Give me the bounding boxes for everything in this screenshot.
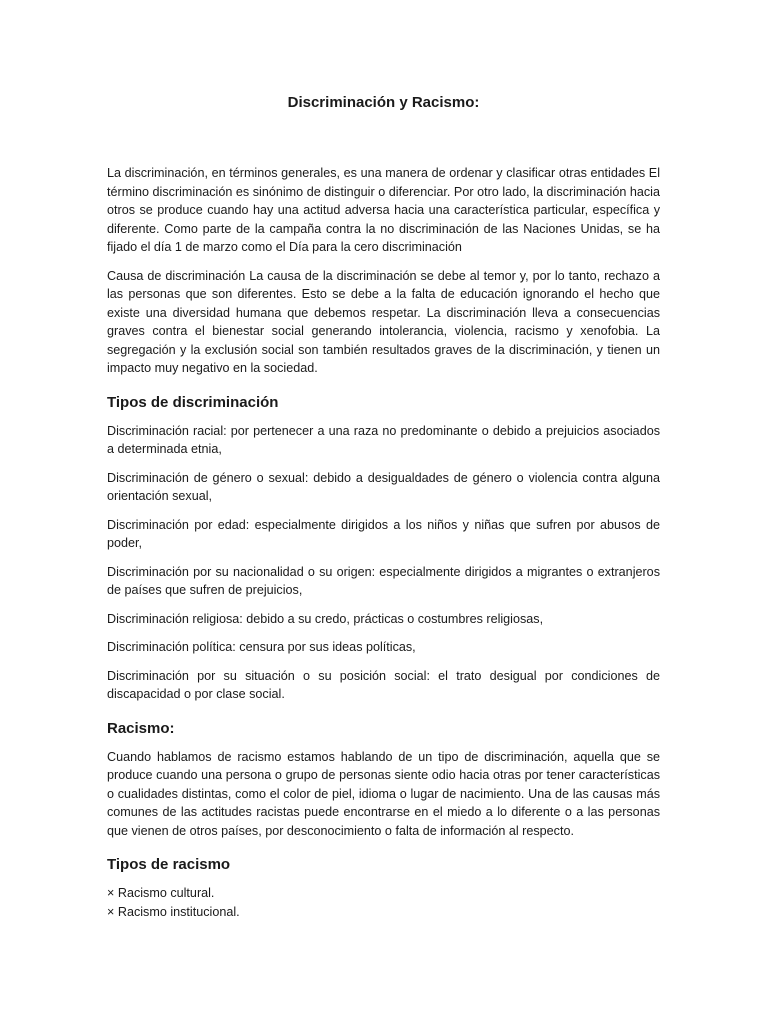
document-body <box>107 92 660 921</box>
document-title: Discriminación y Racismo: <box>287 94 480 111</box>
tipo-discriminacion-edad: Discriminación por edad: especialmente dirigidos a los niños y niñas que sufren por abusos de poder, <box>107 517 660 550</box>
list-item: × Racismo cultural. <box>107 886 215 900</box>
tipo-discriminacion-nacionalidad: Discriminación por su nacionalidad o su origen: especialmente dirigidos a migrantes o extranjeros de países que sufren de prejuicios, <box>107 564 660 597</box>
tipo-discriminacion-genero: Discriminación de género o sexual: debido a desigualdades de género o violencia contra alguna orientación sexual, <box>107 470 660 503</box>
list-item: × Racismo institucional. <box>107 904 240 919</box>
tipo-discriminacion-religiosa: Discriminación religiosa: debido a su credo, prácticas o costumbres religiosas, <box>107 611 544 626</box>
racismo-heading: Racismo: <box>107 719 175 737</box>
tipo-discriminacion-racial: Discriminación racial: por pertenecer a una raza no predominante o debido a prejuicios asociados a determinada etnia, <box>107 423 660 456</box>
tipos-discriminacion-heading: Tipos de discriminación <box>107 393 279 411</box>
tipos-racismo-heading: Tipos de racismo <box>107 856 231 873</box>
causa-paragraph: Causa de discriminación La causa de la discriminación se debe al temor y, por lo tanto, rechazo a las personas que son diferentes. Esto se debe a la falta de educación ignorando el hecho que existe una diversidad humana que debemos respetar. La discriminación lleva a consecuencias graves contra el bienestar social generando intolerancia, violencia, racismo y xenofobia. La segregación y la exclusión social son también resultados graves de la discriminación, y tienen un impacto muy negativo en la sociedad. <box>107 268 660 375</box>
racismo-paragraph: Cuando hablamos de racismo estamos hablando de un tipo de discriminación, aquella que se produce cuando una persona o grupo de personas siente odio hacia otras por tener características o cualidades distintas, como el color de piel, idioma o lugar de nacimiento. Una de las causas más comunes de las actitudes racistas puede encontrarse en el miedo a lo diferente o a las personas que vienen de otros países, por desconocimiento o falta de información al respecto. <box>107 749 660 838</box>
tipos-racismo-list <box>107 884 660 921</box>
intro-paragraph: La discriminación, en términos generales, es una manera de ordenar y clasificar otras entidades El término discriminación es sinónimo de distinguir o diferenciar. Por otro lado, la discriminación hacia otros se produce cuando hay una actitud adversa hacia una característica particular, específica y diferente. Como parte de la campaña contra la no discriminación de las Naciones Unidas, se ha fijado el día 1 de marzo como el Día para la cero discriminación <box>107 166 660 254</box>
tipo-discriminacion-politica: Discriminación política: censura por sus ideas políticas, <box>107 640 416 654</box>
tipo-discriminacion-social: Discriminación por su situación o su posición social: el trato desigual por condiciones de discapacidad o por clase social. <box>107 668 660 701</box>
